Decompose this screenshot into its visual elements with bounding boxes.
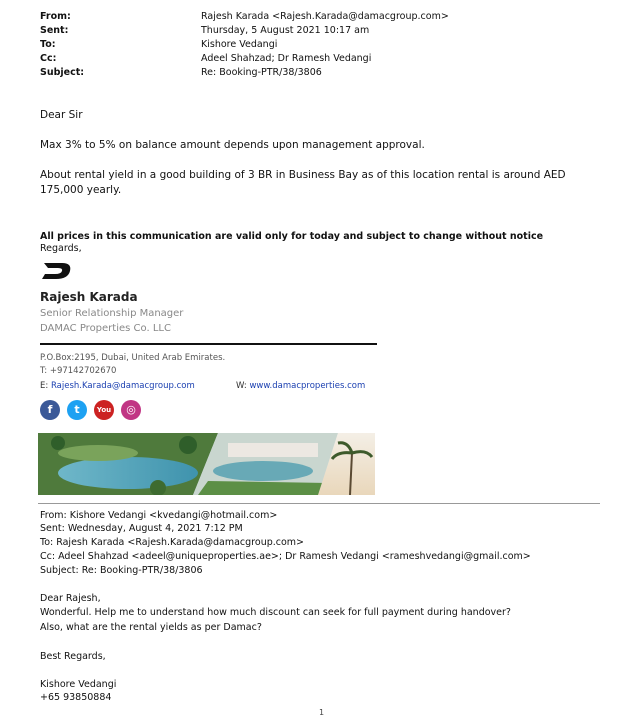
cc-value: Adeel Shahzad; Dr Ramesh Vedangi xyxy=(201,53,372,64)
sent-label: Sent: xyxy=(40,25,69,36)
quoted-closing: Best Regards, xyxy=(40,651,106,662)
quoted-cc: Cc: Adeel Shahzad <adeel@uniqueproperties.ae>; Dr Ramesh Vedangi <rameshvedangi@gmail.com> xyxy=(40,551,531,562)
signature-phone: T: +97142702670 xyxy=(40,366,117,376)
twitter-icon[interactable]: t xyxy=(67,400,87,420)
promo-banner-image xyxy=(38,433,375,495)
signature-web-row xyxy=(236,381,365,391)
quoted-phone: +65 93850884 xyxy=(40,692,112,703)
quoted-sent: Sent: Wednesday, August 4, 2021 7:12 PM xyxy=(40,523,243,534)
signature-name: Rajesh Karada xyxy=(40,290,138,304)
signature-address: P.O.Box:2195, Dubai, United Arab Emirates. xyxy=(40,353,226,363)
quoted-to: To: Rajesh Karada <Rajesh.Karada@damacgroup.com> xyxy=(40,537,305,548)
from-label: From: xyxy=(40,11,71,22)
body-paragraph-2: About rental yield in a good building of 3 BR in Business Bay as of this location rental is around AED 175,000 yearly. xyxy=(40,169,566,196)
email-header xyxy=(40,11,600,81)
regards: Regards, xyxy=(40,243,82,254)
greeting: Dear Sir xyxy=(40,109,83,121)
subject-label: Subject: xyxy=(40,67,85,78)
signature-divider xyxy=(40,343,377,345)
quoted-line-2: Also, what are the rental yields as per Damac? xyxy=(40,622,262,633)
signature-email-row xyxy=(40,381,195,391)
from-value: Rajesh Karada <Rajesh.Karada@damacgroup.com> xyxy=(201,11,449,22)
quoted-line-1: Wonderful. Help me to understand how much discount can seek for full payment during handover? xyxy=(40,607,511,618)
quoted-from: From: Kishore Vedangi <kvedangi@hotmail.com> xyxy=(40,510,278,521)
web-label: W: xyxy=(236,381,247,391)
facebook-icon[interactable]: f xyxy=(40,400,60,420)
body-paragraph-1: Max 3% to 5% on balance amount depends upon management approval. xyxy=(40,139,425,151)
to-value: Kishore Vedangi xyxy=(201,39,278,50)
damac-logo xyxy=(40,260,74,282)
signature-title: Senior Relationship Manager xyxy=(40,308,184,319)
sent-value: Thursday, 5 August 2021 10:17 am xyxy=(201,25,370,36)
subject-value: Re: Booking-PTR/38/3806 xyxy=(201,67,322,78)
signature-company: DAMAC Properties Co. LLC xyxy=(40,323,171,334)
email-link[interactable]: Rajesh.Karada@damacgroup.com xyxy=(50,381,195,391)
cc-label: Cc: xyxy=(40,53,57,64)
youtube-icon[interactable]: You xyxy=(94,400,114,420)
quote-divider xyxy=(38,503,600,504)
email-label: E: xyxy=(40,381,49,391)
web-link[interactable]: www.damacproperties.com xyxy=(249,381,366,391)
page-number: 1 xyxy=(319,708,325,717)
to-label: To: xyxy=(40,39,56,50)
quoted-greeting: Dear Rajesh, xyxy=(40,593,101,604)
disclaimer: All prices in this communication are valid only for today and subject to change without notice xyxy=(40,231,544,242)
instagram-icon[interactable]: ◎ xyxy=(121,400,141,420)
quoted-subject: Subject: Re: Booking-PTR/38/3806 xyxy=(40,565,203,576)
quoted-name: Kishore Vedangi xyxy=(40,679,117,690)
